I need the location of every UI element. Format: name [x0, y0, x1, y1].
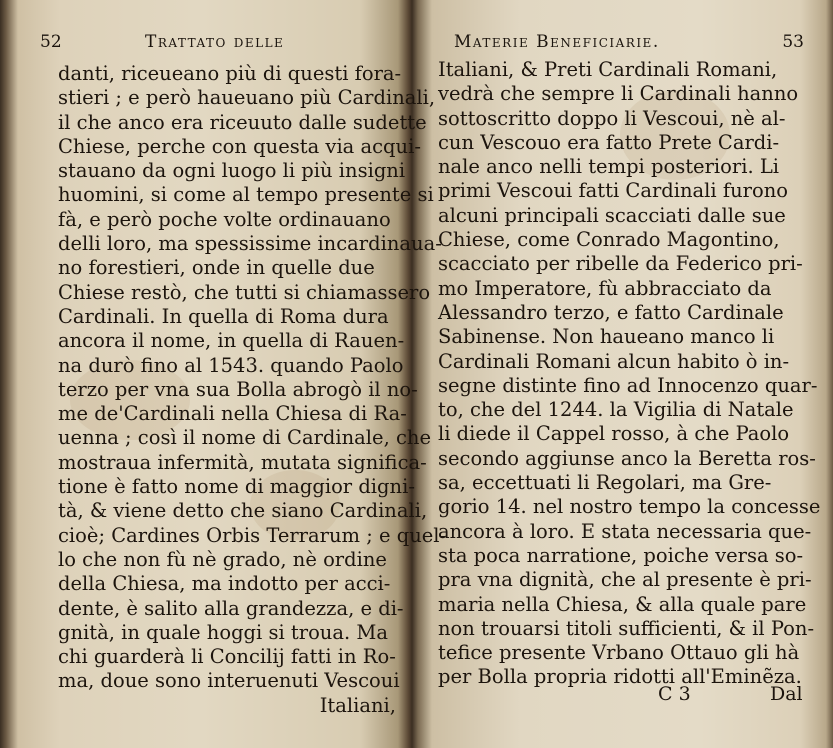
text-line: lo che non fù nè grado, nè ordine	[58, 547, 387, 571]
text-line: pra vna dignità, che al presente è pri-	[438, 568, 812, 592]
text-line: ma, doue sono interuenuti Vescoui	[58, 669, 400, 693]
text-line: Sabinense. Non haueano manco li	[438, 325, 775, 349]
right-page	[412, 0, 833, 748]
text-line: no forestieri, onde in quelle due	[58, 256, 375, 280]
right-page-text	[438, 58, 821, 690]
page-footer	[658, 683, 828, 709]
text-line: secondo aggiunse anco la Beretta ros-	[438, 446, 816, 470]
text-line: sta poca narratione, poiche versa so-	[438, 543, 804, 567]
text-line: uenna ; così il nome di Cardinale, che	[58, 426, 431, 450]
right-page-header	[454, 32, 804, 60]
right-page-number: 53	[782, 32, 804, 52]
text-line: Italiani, & Preti Cardinali Romani,	[438, 58, 778, 81]
text-line: gorio 14. nel nostro tempo la concesse	[438, 495, 821, 519]
text-line: Cardinali Romani alcun habito ò in-	[438, 349, 790, 373]
signature-mark: C 3	[658, 683, 691, 705]
text-line: chi guarderà li Concilij fatti in Ro-	[58, 645, 396, 669]
text-line: li diede il Cappel rosso, à che Paolo	[438, 422, 790, 446]
text-line: huomini, si come al tempo presente si	[58, 183, 434, 207]
left-page-number: 52	[40, 32, 62, 52]
left-page-header	[40, 32, 390, 60]
text-line: cioè; Cardines Orbis Terrarum ; e quel-	[58, 523, 447, 547]
left-running-head: Trattato delle	[145, 32, 285, 52]
text-line: to, che del 1244. la Vigilia di Natale	[438, 398, 794, 422]
text-line: stauano da ogni luogo li più insigni	[58, 159, 406, 183]
text-line: primi Vescoui fatti Cardinali furono	[438, 179, 788, 203]
text-line: Chiese restò, che tutti si chiamassero	[58, 280, 431, 304]
text-line: tà, & viene detto che siano Cardinali,	[58, 499, 428, 523]
text-line: mostraua infermità, mutata significa-	[58, 450, 427, 474]
text-line: segne distinte fino ad Innocenzo quar-	[438, 373, 818, 397]
text-line: sottoscritto doppo li Vescoui, nè al-	[438, 106, 786, 130]
text-line: delli loro, ma spessissime incardinaua-	[58, 232, 442, 256]
text-line: gnità, in quale hoggi si troua. Ma	[58, 620, 388, 644]
text-line: il che anco era riceuuto dalle sudette	[58, 110, 427, 134]
text-line: tefice presente Vrbano Ottauo gli hà	[438, 641, 800, 665]
text-line: vedrà che sempre li Cardinali hanno	[438, 82, 799, 106]
text-line: sa, eccettuati li Regolari, ma Gre-	[438, 471, 772, 495]
text-line: Italiani,	[319, 693, 396, 717]
text-line: della Chiesa, ma indotto per acci-	[58, 572, 391, 596]
catchword: Dal	[770, 683, 803, 705]
text-line: non trouarsi titoli sufficienti, & il Pon-	[438, 616, 815, 640]
text-line: stieri ; e però haueuano più Cardinali,	[58, 86, 436, 110]
text-line: danti, riceueano più di questi fora-	[58, 62, 402, 85]
text-line: per Bolla propria ridotti all'Eminẽza.	[438, 665, 802, 689]
text-line: scacciato per ribelle da Federico pri-	[438, 252, 803, 276]
text-line: Alessandro terzo, e fatto Cardinale	[438, 300, 784, 324]
text-line: Chiese, perche con questa via acqui-	[58, 134, 421, 158]
text-line: na durò fino al 1543. quando Paolo	[58, 353, 404, 377]
text-line: ancora à loro. E stata necessaria que-	[438, 519, 812, 543]
text-line: cun Vescouo era fatto Prete Cardi-	[438, 130, 780, 154]
text-line: maria nella Chiesa, & alla quale pare	[438, 592, 807, 616]
text-line: ancora il nome, in quella di Rauen-	[58, 329, 405, 353]
text-line: dente, è salito alla grandezza, e di-	[58, 596, 404, 620]
text-line: mo Imperatore, fù abbracciato da	[438, 276, 772, 300]
text-line: terzo per vna sua Bolla abrogò il no-	[58, 377, 418, 401]
text-line: tione è fatto nome di maggior digni-	[58, 475, 415, 499]
text-line: fà, e però poche volte ordinauano	[58, 207, 391, 231]
text-line: Chiese, come Conrado Magontino,	[438, 228, 780, 252]
text-line: nale anco nelli tempi posteriori. Li	[438, 155, 780, 179]
text-line: Cardinali. In quella di Roma dura	[58, 304, 389, 328]
left-page-text	[58, 62, 447, 718]
text-line: alcuni principali scacciati dalle sue	[438, 203, 786, 227]
right-running-head: Materie Beneficiarie.	[454, 32, 660, 52]
text-line: me de'Cardinali nella Chiesa di Ra-	[58, 402, 407, 426]
